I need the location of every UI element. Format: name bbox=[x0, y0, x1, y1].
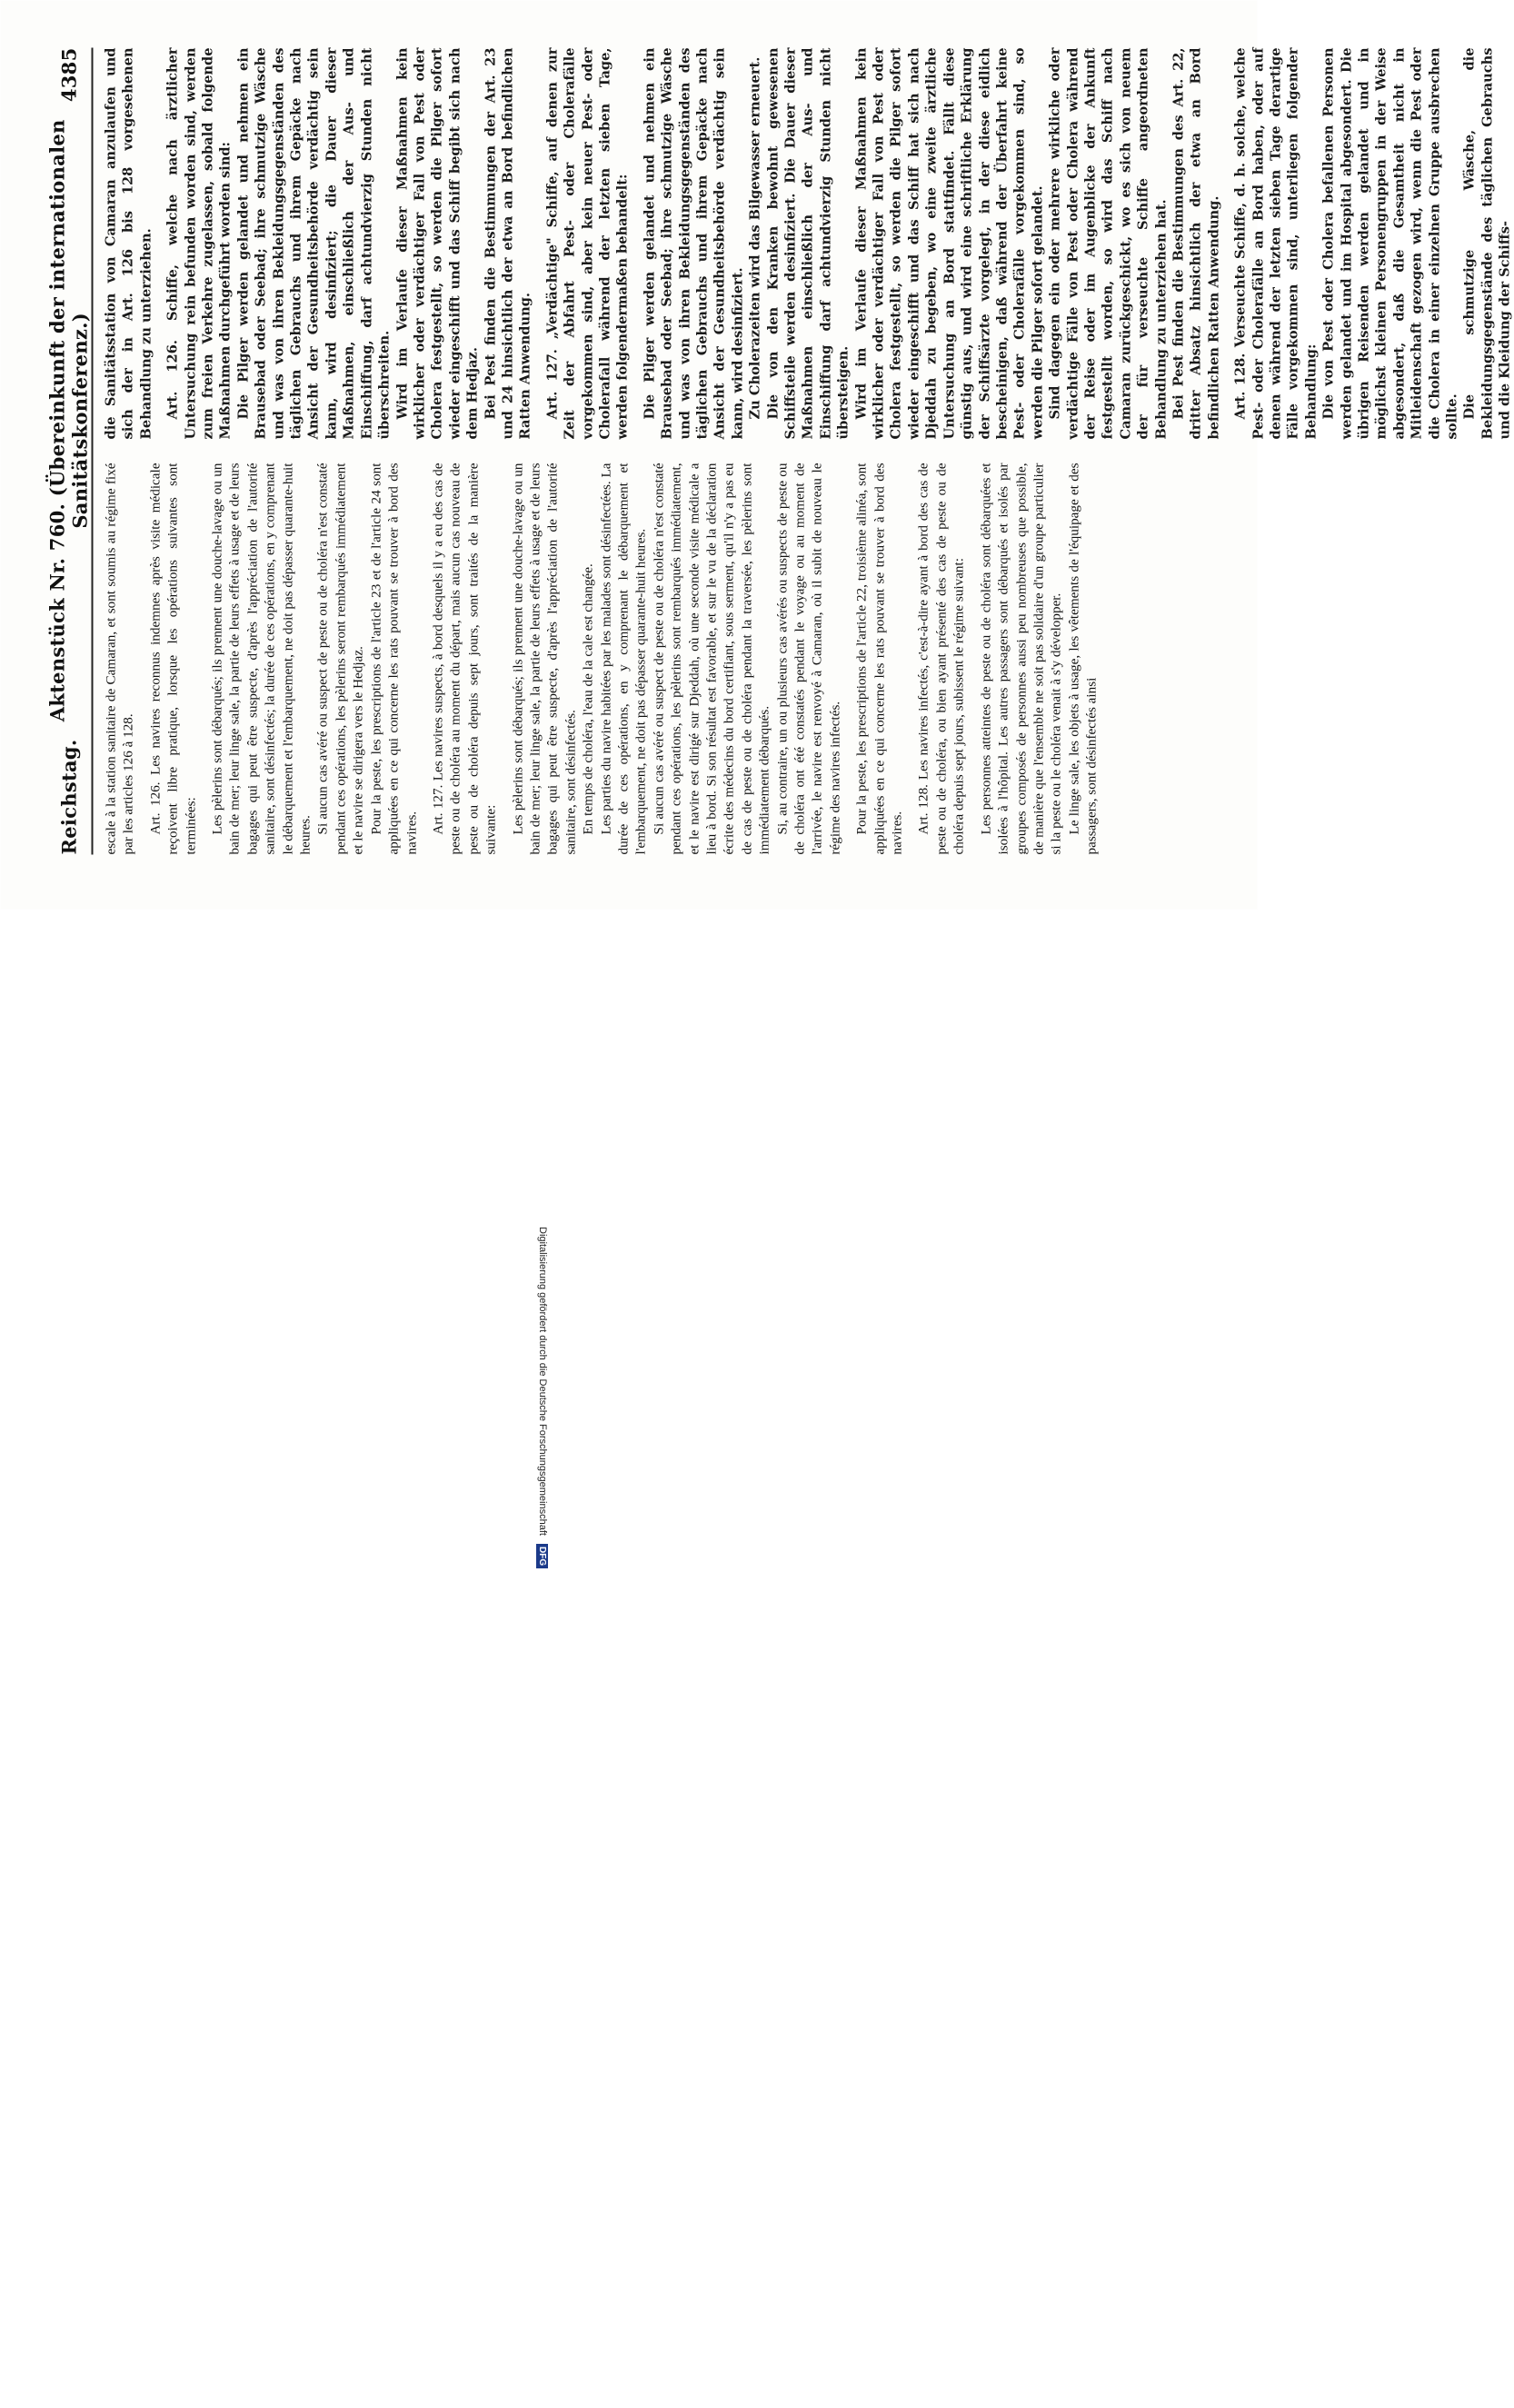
paragraph: Si, au contraire, un ou plusieurs cas avérés ou suspects de peste ou de choléra ont été constatés pendant le voyage ou au moment de l'arrivée, le navire est renvoyé à Camaran, où il subit de nouveau le régime des navires infectés. bbox=[773, 463, 842, 854]
paragraph: die Sanitätsstation von Camaran anzulaufen und sich der in Art. 126 bis 128 vorgesehenen Behandlung zu unterziehen. bbox=[103, 47, 154, 439]
paragraph: Zu Cholerazeiten wird das Bilgewasser erneuert. bbox=[747, 56, 763, 419]
paragraph: En temps de choléra, l'eau de la cale est changée. bbox=[580, 562, 596, 834]
header-rule bbox=[91, 47, 93, 854]
paragraph: Les pèlerins sont débarqués; ils prennent une douche-lavage ou un bain de mer; leur linge sale, la partie de leurs effets à usage et de leurs bagages qui peut être suspecte, d'après l'appréciation de l'autorité sanitaire, sont désinfectés. bbox=[509, 463, 578, 854]
digitization-note bbox=[536, 1227, 548, 2408]
french-column bbox=[102, 463, 1220, 854]
paragraph: Die Pilger werden gelandet und nehmen ein Brausebad oder Seebad; ihre schmutzige Wäsche und was von ihren Bekleidungsgegenständen des täglichen Gebrauchs und ihrem Gepäcke nach Ansicht der Gesundheitsbehörde verdächtig sein kann, wird desinfiziert. bbox=[641, 47, 745, 439]
paragraph: Art. 127. „Verdächtige" Schiffe, auf denen zur Zeit der Abfahrt Pest- oder Cholerafälle vorgekommen sind, aber kein neuer Pest- oder Cholerafall während der letzten sieben Tage, werden folgendermaßen behandelt: bbox=[543, 47, 631, 439]
paragraph: Pour la peste, les prescriptions de l'article 22, troisième alinéa, sont appliquées en ce qui concerne les rats pouvant se trouver à bord des navires. bbox=[853, 463, 905, 854]
paragraph: Art. 128. Les navires infectés, c'est-à-dire ayant à bord des cas de peste ou de choléra, ou bien ayant présenté des cas de peste ou de choléra depuis sept jours, subissent le régime suivant: bbox=[915, 463, 967, 854]
header-left: Reichstag. bbox=[56, 739, 80, 854]
german-column bbox=[102, 47, 1513, 439]
paragraph: Die von den Kranken bewohnt gewesenen Schiffsteile werden desinfiziert. Die Dauer dieser Maßnahmen einschließlich der Aus- und Einschiffung darf achtundvierzig Stunden nicht übersteigen. bbox=[764, 47, 852, 439]
header-title: Aktenstück Nr. 760. (Übereinkunft der internationalen Sanitätskonferenz.) bbox=[45, 118, 91, 721]
paragraph: Pour la peste, les prescriptions de l'article 23 et de l'article 24 sont appliquées en ce qui concerne les rats pouvant se trouver à bord des navires. bbox=[367, 463, 419, 854]
paragraph: Si aucun cas avéré ou suspect de peste ou de choléra n'est constaté pendant ces opérations, les pèlerins seront rembarqués immédiatement et le navire se dirigera vers le Hedjaz. bbox=[314, 463, 366, 854]
paragraph: Die Pilger werden gelandet und nehmen ein Brausebad oder Seebad; ihre schmutzige Wäsche und was von ihren Bekleidungsgegenständen des täglichen Gebrauchs und ihrem Gepäcke nach Ansicht der Gesundheitsbehörde verdächtig sein kann, wird desinfiziert; die Dauer dieser Maßnahmen, einschließlich der Aus- und Einschiffung, darf achtundvierzig Stunden nicht überschreiten. bbox=[234, 47, 393, 439]
dfg-logo: DFG bbox=[536, 1544, 548, 1568]
paragraph: Les personnes atteintes de peste ou de choléra sont débarquées et isolées à l'hôpital. Les autres passagers sont débarqués et isolés par groupes composés de personnes aussi peu nombreuses que possible, de manière que l'ensemble ne soit pas solidaire d'un groupe particulier si la peste ou le choléra venait à s'y développer. bbox=[977, 463, 1064, 854]
paragraph: Wird im Verlaufe dieser Maßnahmen kein wirklicher oder verdächtiger Fall von Pest oder Cholera festgestellt, so werden die Pilger sofort wieder eingeschifft und das Schiff hat sich nach Djeddah zu begeben, wo eine zweite ärztliche Untersuchung an Bord stattfindet. Fällt diese günstig aus, und wird eine schriftliche Erklärung der Schiffsärzte vorgelegt, in der diese eidlich bescheinigen, daß während der Überfahrt keine Pest- oder Cholerafälle vorgekommen sind, so werden die Pilger sofort gelandet. bbox=[852, 47, 1045, 439]
document-page bbox=[0, 0, 1513, 909]
paragraph: Les pèlerins sont débarqués; ils prennent une douche-lavage ou un bain de mer; leur linge sale, la partie de leurs effets à usage et de leurs bagages qui peut être suspecte, d'après l'appréciation de l'autorité sanitaire, sont désinfectés; la durée de ces opérations, en y comprenant le débarquement et l'embarquement, ne doit pas dépasser quarante-huit heures. bbox=[209, 463, 314, 854]
paragraph: escale à la station sanitaire de Camaran, et sont soumis au régime fixé par les articles 126 à 128. bbox=[103, 463, 136, 854]
paragraph: Die von Pest oder Cholera befallenen Personen werden gelandet und im Hospital abgesondert. Die übrigen Reisenden werden gelandet und in möglichst kleinen Personengruppen in der Weise abgesondert, daß die Gesamtheit nicht in Mitleidenschaft gezogen wird, wenn die Pest oder die Cholera in einer einzelnen Gruppe ausbrechen sollte. bbox=[1320, 47, 1460, 439]
paragraph: Art. 127. Les navires suspects, à bord desquels il y a eu des cas de peste ou de choléra au moment du départ, mais aucun cas nouveau de peste ou de choléra depuis sept jours, sont traités de la manière suivante: bbox=[429, 463, 499, 854]
paragraph: Bei Pest finden die Bestimmungen des Art. 22, dritter Absatz hinsichtlich der etwa an Bord befindlichen Ratten Anwendung. bbox=[1170, 47, 1221, 439]
paragraph: Les parties du navire habitées par les malades sont désinfectées. La durée de ces opérations, en y comprenant le débarquement et l'embarquement, ne doit pas dépasser quarante-huit heures. bbox=[597, 463, 649, 854]
digitization-text: Digitalisierung gefördert durch die Deutsche Forschungsgemeinschaft bbox=[537, 1227, 548, 1536]
paragraph: Art. 126. Les navires reconnus indemnes après visite médicale reçoivent libre pratique, lorsque les opérations suivantes sont terminées: bbox=[146, 463, 198, 854]
paragraph: Die schmutzige Wäsche, die Bekleidungsgegenstände des täglichen Gebrauchs und die Kleidung der Schiffs- bbox=[1461, 47, 1513, 439]
paragraph: Le linge sale, les objets à usage, les vêtements de l'équipage et des passagers, sont désinfectés ainsi bbox=[1065, 463, 1100, 854]
paragraph: Sind dagegen ein oder mehrere wirkliche oder verdächtige Fälle von Pest oder Cholera während der Reise oder im Augenblicke der Ankunft festgestellt worden, so wird das Schiff nach Camaran zurückgeschickt, wo es sich von neuem der für verseuchte Schiffe angeordneten Behandlung zu unterziehen hat. bbox=[1047, 47, 1169, 439]
page-number: 4385 bbox=[56, 47, 80, 102]
paragraph: Art. 128. Verseuchte Schiffe, d. h. solche, welche Pest- oder Cholerafälle an Bord haben, oder auf denen während der letzten sieben Tage derartige Fälle vorgekommen sind, unterliegen folgender Behandlung: bbox=[1232, 47, 1319, 439]
paragraph: Si aucun cas avéré ou suspect de peste ou de choléra n'est constaté pendant ces opérations, les pèlerins sont rembarqués immédiatement, et le navire est dirigé sur Djeddah, où une seconde visite médicale a lieu à bord. Si son résultat est favorable, et sur le vu de la déclaration écrite des médecins du bord certifiant, sous serment, qu'il n'y a pas eu de cas de peste ou de choléra pendant la traversée, les pèlerins sont immédiatement débarqués. bbox=[650, 463, 772, 854]
paragraph: Wird im Verlaufe dieser Maßnahmen kein wirklicher oder verdächtiger Fall von Pest oder Cholera festgestellt, so werden die Pilger sofort wieder eingeschifft und das Schiff begibt sich nach dem Hedjaz. bbox=[393, 47, 481, 439]
paragraph: Art. 126. Schiffe, welche nach ärztlicher Untersuchung rein befunden worden sind, werden zum freien Verkehre zugelassen, sobald folgende Maßnahmen durchgeführt worden sind: bbox=[164, 47, 234, 439]
paragraph: Bei Pest finden die Bestimmungen der Art. 23 und 24 hinsichtlich der etwa an Bord befindlichen Ratten Anwendung. bbox=[482, 47, 533, 439]
page-header bbox=[47, 47, 89, 854]
text-columns bbox=[102, 47, 1513, 854]
